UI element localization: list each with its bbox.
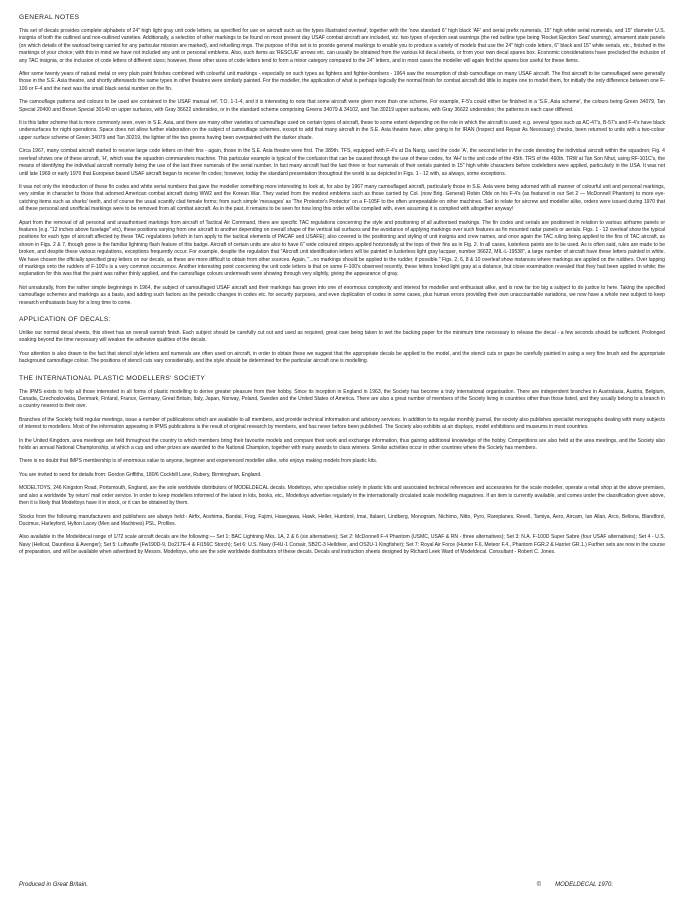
copyright-icon: ©: [536, 882, 542, 888]
ipms-paragraph: Branches of the Society hold regular meetings, issue a number of publications which are available to all members, and provide technical information and advisory services. In addition to its regular monthly journal, the society also publishes specialist monographs dealing with many subjects of interest to modellers. Most of the information appearing in IPMS publications is the result of original research by members, and has never before been published. The Society also exhibits at air displays, model exhibitions and museums in most countries.: [19, 416, 665, 431]
general-notes-section: [19, 14, 665, 307]
general-notes-paragraph: After some twenty years of natural metal or very plain paint finishes combined with colourful unit markings - especially on such types as fighters and fighter-bombers - 1964 saw the resumption of drab camouflage on many USAF aircraft. The first aircraft to be camouflaged were generally those in the S.E. Asia theatre, and shortly afterwards the same types in other theatres were similarly painted. For the modeller, the application of what is perhaps logically the normal finish for combat aircraft did little to inspire one to model them, for initially the only difference between one F-100 or F-4 and the next was the small black serial number on the fin.: [19, 71, 665, 92]
footer-copyright: [537, 882, 613, 888]
footer-origin: Produced in Great Britain.: [19, 882, 89, 888]
stockists-paragraph: Stocks from the following manufacturers and publishers are always held:- Airfix, Aoshima, Bandai, Frog, Fujimi, Hasegawa, Hawk, Heller, Humbrol, Imai, Italaeri, Lindberg, Monogram, Nichimo, Nitto, Pyro, Rareplanes, Revell, Tamiya, Aero, Aircam, Ian Allan, Arco, Bellona, Blandford, Ducimus, Harleyford, Hylton Lacey (Men and Machines) PSL, Profiles.: [19, 513, 665, 527]
ipms-paragraph: There is no doubt that IMPS membership is of enormous value to anyone, beginner and experienced modeller alike, who enjoys making models from plastic kits.: [19, 458, 378, 465]
general-notes-paragraph: This set of decals provides complete alphabets of 24" high light gray unit code letters, as specified for use on aircraft such as the types illustrated overleaf, together with the 'now standard 6" high black 'AF' and serial prefix numerals, 15" high white serial numerals, and 15" diameter U.S. insignia of both the outlined and non-outlined varieties. Additionally, a selection of other markings to be found on most present day USAF combat aircraft are included, viz. two types of ejection seat warnings (the red outline type being 'Rocket Ejection Seat' warning), armament state panels (on which details of the warload being carried for any particular mission are marked), and refuelling rings. The purpose of this set is to provide general markings to enable you to produce a variety of models that use the 24" high code letters, 6" black and 15" white serials, etc., finished in the markings of your choice; with this in mind we have not included any unit or personal emblems. Also, such items as 'RESCUE' arrows etc. can usually be obtained from the various kit decal sheets, or from your own decal spares box. Economic considerations have precluded the inclusion of any TAC insignia, or the inclusion of code letters of different sizes; however, these other sizes of code letters tend to form a minor category compared to the 24" letters, and in most cases the modeller will again find the spares box useful for these items.: [19, 28, 665, 64]
ipms-paragraph: In the United Kingdom, area meetings are held throughout the country to which members bring their favourite models and compare their work and exchange information, thus gaining additional knowledge of the hobby. Competitions are also held at the area meetings, and the Society also holds an annual National Championship, at which a cup and other prizes are awarded to the National Champion, together with many awards to class winners. Similar activities occur in other countries where the Society has members.: [19, 437, 665, 452]
general-notes-paragraph: Not unnaturally, from the rather simple beginnings in 1964, the subject of camouflaged USAF aircraft and their markings has grown into one of enormous complexity and interest for modeller and enthusiast alike, and is now far too big a subject to do justice to here. Taking the specified camouflage schemes and markings as a basis, and adding such factors as the periodic changes in codes etc. for security purposes, and even duplication of codes in some cases, plus human errors providing their own unaccountable variations, we now have a whole new subject to keep research enthusiasts busy for a long time to come.: [19, 284, 665, 306]
application-paragraph: Unlike our normal decal sheets, this sheet has an overall varnish finish. Each subject should be carefully cut out and used as required, great care being taken to wet the backing paper for the minimum time necessary to release the decal - a few seconds should be sufficient. Prolonged soaking beyond the time necessary will weaken the adhesive qualities of the decals.: [19, 330, 665, 344]
application-paragraph: Your attention is also drawn to the fact that stencil style letters and numerals are often used on aircraft, in order to obtain these we suggest that the appropriate decals be applied to the model, and the stencil cuts or gaps be carefully painted in using a very fine brush and the appropriate background camouflage colour. The positions of stencil cuts vary considerably, and the style should be determined for the particular aircraft one is modelling.: [19, 350, 665, 365]
general-notes-paragraph: It is this latter scheme that is more commonly seen, even in S.E. Asia, and there are many other varieties of camouflage used on certain types of aircraft, these to some extent depending on the role in which the aircraft is used; e.g. several types such as AC-47's, B-57's and F-4's have black undersurfaces for night operations. Space does not allow further elaboration on the subject of camouflage schemes, except to add that many aircraft in the S.E. Asia theatre have, after going in for IRAN (Inspect and Repair As Necessary) checks, been returned to units with a two-colour upper surface scheme of Green 34079 and Tan 30219, the lighter of the two greens having been overpainted with the darker shade.: [19, 120, 665, 141]
ipms-paragraph: You are invited to send for details from: Gordon Griffiths, 180/6 Cockhill Lane, Rubery, Birmingham, England.: [19, 471, 262, 478]
ipms-paragraph: The IPMS exists to help all those interested in all forms of plastic modelling to derive greater pleasure from their hobby. Since its inception in England in 1963, the Society has become a truly international organisation. There are independent branches in Australasia, Austria, Belgium, Canada, Czechoslovakia, Denmark, Finland, France, Germany, Great Britain, Italy, Japan, Norway, Poland, Sweden and the United States of America. There are also a great number of members of the Society living in countries other than those listed, and they usually belong to a branch in a country nearest to their own.: [19, 388, 665, 410]
ipms-heading: THE INTERNATIONAL PLASTIC MODELLERS' SOCIETY: [19, 374, 206, 382]
general-notes-paragraph: It was not only the introduction of these fin codes and white serial numbers that gave the modeller something more interesting to look at, for also by 1967 many camouflaged aircraft, particularly those in S.E. Asia were being adorned with all manner of colourful unit and personal markings, very similar in character to those that adorned American combat aircraft during WW2 and the Korean War. They varied from the modest emblems such as those carried by Col. (now Brig. General) Robin Olds on his F-4's (as featured in our Set 2 — McDonnell Phantom) to more eye-catching items such as sharks' teeth, and of course the usual scantily clad female forms; from such simple 'messages' as 'The Protestor's Protector' on a F-105F to the often unrepeatable on other machines. Sad to relate for aircrew and modeller alike, orders were issued during 1970 that all these personal and unofficial markings were to be removed from all combat aircraft. As in the past, it remains to be seen for how long this order will be complied with, even assuming it is complied with altogether anyway!: [19, 183, 665, 213]
ipms-section: [19, 375, 665, 557]
general-notes-paragraph: Apart from the removal of all personal and unauthorised markings from aircraft of Tactical Air Command, there are specific TAC regulations concerning the style and positioning of all authorised markings. The fin codes and serials are positioned in relation to various airframe panels or features (e.g. "12 inches above fuselage" etc), these positions varying from one aircraft to another depending on overall shape of the vertical tail surfaces and the avoidance of applying markings over such features as fin mounted radar panels or aerials. Figs. 1 - 12 overleaf show the typical positions for each type of aircraft affected by these TAC regulations (which in turn apply to the tactical elements of PACAF and USAFE); also covered is the positioning and styling of unit insignia and crew names, and once again the TAC ruling being applied to the fins of TAC aircraft, as shown in Figs. 2 & 7, though gone is the familiar lightning flash feature of this badge. Aircraft of certain units are also to have 6" wide coloured stripes applied horizontally at the tops of their fins as in Fig. 2. In all cases, lusterless paints are to be used. As is often said, rules are made to be broken, and despite these various regulations, exceptions frequently occur. For example, despite the regulation that "Aircraft unit identification letters will be painted in lusterless light gray lacquer, number 36622, MIL-L-19538", a large number of aircraft have these letters painted in white. We have chosen the officially specified gray letters on our decals, as these are more difficult to obtain from other sources. Again, "...no markings should be applied to the rudder, if possible." Figs. 2, 6, 8 & 10 overleaf show instances where markings are applied on the rudders. Over lapping of markings onto the rudders of F-100's is a very common occurrence. Another interesting point concerning the unit code letters is that on some F-100's observed recently, these letters looked light gray at a distance, but close examination revealed that they had been applied in white; the explanation for this was that the paint was rather thinly applied, and the camouflage colours underneath were showing through very slightly, giving the appearance of gray.: [19, 219, 665, 278]
application-heading: APPLICATION OF DECALS:: [19, 316, 111, 323]
page-footer: [19, 882, 613, 888]
general-notes-paragraph: Circa 1967, many combat aircraft started to receive large code letters on their fins - again, those in the S.E. Asia theatre were first. The 389th. TFS, equipped with F-4's at Da Nang, used the code 'A', the second letter in the code denoting the individual aircraft within the squadron; Fig. 4 overleaf shows one of these aircraft, 'H', which was the squadron commanders machine. This particular example is typical of the confusion that can be caused through the use of these codes, for 'AH' is the unit code of the 45th. TRS of the 460th. TRW at Tan Son Nhut, using RF-101C's, the means of identifying the individual aircraft normally being the use of the last three numerals of the serial number. In fact many aircraft had the last three or four numerals of their serials painted in 15" high white characters before codeletters were applied, particularly in the USA. It was not until late 1969 or early 1970 that European based USAF aircraft began to receive fin codes; however, today the standard presentation throughout the world is as depicted in Figs. 1 - 12 with, as always, some exceptions.: [19, 148, 665, 177]
general-notes-heading: GENERAL NOTES: [19, 14, 80, 21]
footer-brand: MODELDECAL 1970.: [555, 882, 613, 888]
decal-range-paragraph: Also available in the Modeldecal range of 1/72 scale aircraft decals are the following:— Set 1: BAC Lightning Mks. 1A, 2 & 6 (six alternatives); Set 2: McDonnell F-4 Phantom (USMC, USAF & RN - three alternatives); Set 3: N.A. F-100D Super Sabre (four USAF alternatives); Set 4 - U.S. Navy (Hellcat, Dauntless & Avenger); Set 5: Luftwaffe (Fw190D-9, Do217E-4 & Fi156C Storch); Set 6: U.S. Navy (F4U-1 Corsair, SB2C-3 Helldiver, and OS2U-1 Kingfisher); Set 7: Royal Air Force (Hunter F.6, Meteor F.4., Phantom FGR.2 & Harrier GR.1.) Further sets are now in the course of preparation, and will be available when advertised by Messrs. Modeltoys, who are the sole worldwide distributors of these decals. Decals and instruction sheets designed by Richard Leek Ward of Modeldecal. Consultant - Robert C. Jones.: [19, 534, 665, 556]
application-section: [19, 316, 665, 366]
general-notes-paragraph: The camouflage patterns and colours to be used are contained in the USAF manual ref. T.O. 1-1-4, and it is interesting to note that some aircraft were given more than one scheme. For example, F-5's could either be finished in a 'S.E. Asia scheme', the colours being Green 34079, Tan Special 20400 and Brown Special 30140 on upper surfaces, with Gray 36622 undersides, or in the standard scheme comprising Greens 34079 & 34102, and Tan 30219 upper surfaces, with Gray 36622 undersides; the patterns in each case differed.: [19, 99, 665, 113]
modeltoys-paragraph: MODELTOYS, 246 Kingston Road, Portsmouth, England, are the sole worldwide distributors of MODELDECAL decals. Modeltoys, who specialise solely in plastic kits and associated technical references and accessories for the scale modeller, operate a retail shop at the above premises, and also a worldwide 'by return' mail order service. In order to keep modellers informed of the latest in kits, books, etc., Modeltoys advertise regularly in the internationally circulated scale modelling magazines. If an item is currently available, and comes under the classification given above, then it is likely that Modeltoys have it in stock, or it can be obtained by them.: [19, 485, 665, 507]
